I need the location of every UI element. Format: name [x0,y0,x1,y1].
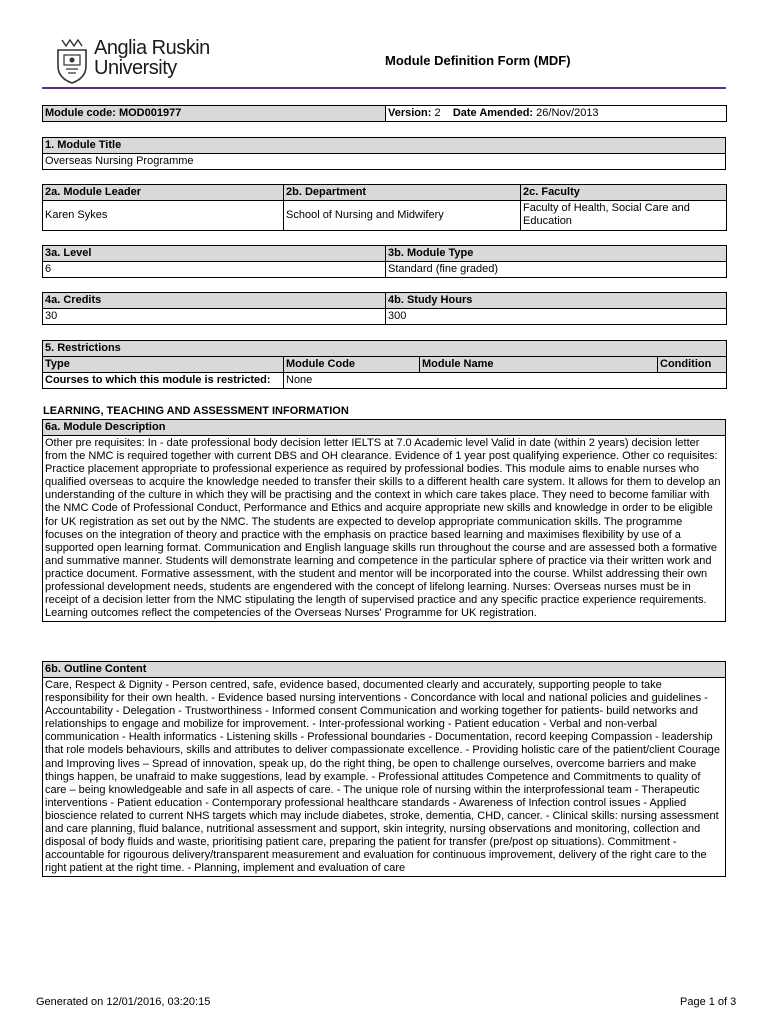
module-code-cell: Module code: MOD001977 [43,106,386,122]
module-title-table [42,137,726,170]
page-number: Page 1 of 3 [680,996,737,1008]
module-code-value: MOD001977 [118,107,182,119]
university-logo [52,36,212,84]
credits-value: 30 [43,309,386,325]
module-leader-value: Karen Sykes [43,201,284,231]
restriction-type: Courses to which this module is restricted: [43,373,284,389]
date-amended-value: 26/Nov/2013 [536,107,599,119]
crest-icon [52,36,92,84]
level-value: 6 [43,262,386,278]
lta-heading: LEARNING, TEACHING AND ASSESSMENT INFORMATION [43,405,349,417]
logo-line-2: University [94,57,177,79]
module-type-label: 3b. Module Type [386,246,727,262]
logo-line-1: Anglia Ruskin [94,37,210,59]
level-label: 3a. Level [43,246,386,262]
col-module-name: Module Name [420,357,658,373]
outline-table [42,661,726,877]
faculty-value: Faculty of Health, Social Care and Education [521,201,727,231]
leader-table [42,184,727,231]
outline-text: Care, Respect & Dignity - Person centred, safe, evidence based, documented clearly and accurately, supporting people to take responsibility for their own health. - Evidence based nursing interventions - Concordance with local and national policies and guidelines - Accountability - Delegation - Trustworthiness - Informed consent Communication and working together for patients- build networks and relationships to engage and mobilize for improvement. - Inter-professional working - Patient education - Verbal and non-verbal communication - Health informatics - Listening skills - Professional boundaries - Documentation, record keeping Compassion - leadership that role models behaviours, skills and attributes to deliver compassionate excellence. - Providing holistic care of the patient/client Courage and Improving lives – Spread of innovation, speak up, do the right thing, be open to challenge ourselves, overcome barriers and make things happen, be unafraid to make suggestions, lead by example. - Professional attitudes Competence and Commitments to quality of care – being knowledgeable and safe in all aspects of care. - The unique role of nursing within the interprofessional team - Therapeutic interventions - Patient education - Contemporary professional healthcare standards - Awareness of Infection control issues - Applied bioscience related to current NHS targets which may include diabetes, stroke, dementia, CHD, cancer. - Clinical skills: nursing assessment and care planning, fluid balance, nutritional assessment and support, skin integrity, nursing observations and monitoring, collection and disposal of body fluids and waste, prioritising patient care, preparing the patient for transfer (pre/post op situations). Commitment - accountable for rigourous delivery/transparent measurement and evaluation for continuous improvement, delivery of the right care to the right patient at the right time. - Planning, implement and evaluation of care [43,678,726,877]
col-type: Type [43,357,284,373]
module-info-table [42,105,727,122]
credits-table [42,292,727,325]
module-leader-label: 2a. Module Leader [43,185,284,201]
study-hours-label: 4b. Study Hours [386,293,727,309]
col-condition: Condition [658,357,727,373]
module-title-value: Overseas Nursing Programme [43,154,726,170]
module-title-label: 1. Module Title [43,138,726,154]
version-value: 2 [434,107,441,119]
restrictions-label: 5. Restrictions [43,341,727,357]
department-label: 2b. Department [284,185,521,201]
col-module-code: Module Code [284,357,420,373]
description-label: 6a. Module Description [43,420,726,436]
form-title: Module Definition Form (MDF) [385,53,571,68]
description-text: Other pre requisites: In - date professional body decision letter IELTS at 7.0 Academic level Valid in date (within 2 years) decision letter from the NMC is required together with current DBS and OH clearance. Evidence of 1 year post qualifying experience. Other co requisites: Practice placement appropriate to professional experience as required by professional bodies. This module aims to enable nurses who qualified overseas to acquire the knowledge needed to transfer their skills to a different health care system. It allows for them to develop an understanding of the culture in which they will be practising and the context in which care takes place. They need to become familiar with the NMC Code of Professional Conduct, Performance and Ethics and acquire appropriate new skills and knowledge in order to be eligible for UK registration as set out by the NMC. The students are expected to develop appropriate communication skills. The programme focuses on the integration of theory and practice with the emphasis on practice based learning and maximises flexibility by use of a supported open learning format. Communication and English language skills run throughout the course and are assessed both a formative and summative manner. Students will demonstrate learning and competence in the particular sphere of practice via their written work and practice document. Formative assessment, with the student and mentor will be incorporated into the course. Whilst addressing their own professional development needs, students are engendered with the concept of lifelong learning. Nurses: Overseas nurses must be in receipt of a decision letter from the NMC stipulating the length of supervised practice and any specific practice experience requirements. Learning outcomes reflect the competencies of the Overseas Nurses' Programme for UK registration. [43,436,726,622]
restriction-value: None [284,373,727,389]
level-table [42,245,727,278]
credits-label: 4a. Credits [43,293,386,309]
header-rule [42,87,726,89]
module-type-value: Standard (fine graded) [386,262,727,278]
generated-timestamp: Generated on 12/01/2016, 03:20:15 [36,996,211,1008]
study-hours-value: 300 [386,309,727,325]
faculty-label: 2c. Faculty [521,185,727,201]
version-cell: Version: 2 Date Amended: 26/Nov/2013 [386,106,727,122]
restrictions-table [42,340,727,389]
description-table [42,419,726,622]
department-value: School of Nursing and Midwifery [284,201,521,231]
outline-label: 6b. Outline Content [43,662,726,678]
